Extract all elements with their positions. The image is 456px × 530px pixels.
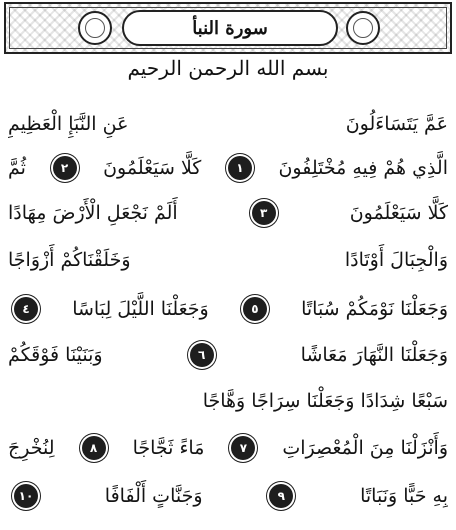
- verse-text: الَّذِي هُمْ فِيهِ مُخْتَلِفُونَ: [278, 157, 448, 179]
- verse-text: كَلَّا سَيَعْلَمُونَ: [349, 202, 448, 224]
- ayah-number-marker: ٧: [231, 436, 255, 460]
- verse-text: وَجَنَّاتٍ أَلْفَافًا: [104, 485, 203, 507]
- ayah-number-marker: ٣: [252, 201, 276, 225]
- ayah-number-marker: ١: [228, 156, 252, 180]
- verse-line: [8, 476, 448, 516]
- surah-title-cartouche: [122, 10, 338, 46]
- verse-text: سَبْعًا شِدَادًا وَجَعَلْنَا سِرَاجًا وَهَّاجًا: [202, 390, 448, 412]
- verse-line: [8, 289, 448, 329]
- basmala: بسم الله الرحمن الرحيم: [127, 56, 329, 80]
- ayah-number-marker: ٩: [269, 484, 293, 508]
- verse-text: عَنِ النَّبَإِ الْعَظِيمِ: [8, 113, 129, 135]
- verse-text: بِهِ حَبًّا وَنَبَاتًا: [360, 485, 448, 507]
- verse-text: وَجَعَلْنَا النَّهَارَ مَعَاشًا: [300, 344, 448, 366]
- ayah-number-marker: ١٠: [14, 484, 38, 508]
- ayah-number-marker: ٢: [53, 156, 77, 180]
- verse-text: لِنُخْرِجَ: [8, 437, 55, 459]
- surah-title: سورة النبأ: [192, 17, 268, 39]
- verse-text: وَخَلَقْنَاكُمْ أَزْوَاجًا: [8, 249, 131, 271]
- verse-text: أَلَمْ نَجْعَلِ الْأَرْضَ مِهَادًا: [8, 202, 178, 224]
- verse-line: [8, 193, 448, 233]
- verse-text: عَمَّ يَتَسَاءَلُونَ: [345, 113, 448, 135]
- verse-text: وَبَنَيْنَا فَوْقَكُمْ: [8, 344, 103, 366]
- verse-text: ثُمَّ: [8, 157, 26, 179]
- verse-text: وَجَعَلْنَا نَوْمَكُمْ سُبَاتًا: [301, 298, 448, 320]
- verse-line: [8, 104, 448, 144]
- ayah-number-marker: ٤: [14, 297, 38, 321]
- ayah-number-marker: ٨: [82, 436, 106, 460]
- verse-line: [8, 335, 448, 375]
- medallion-ornament-icon: [78, 11, 112, 45]
- ornamental-header: [4, 2, 452, 54]
- verse-text: وَأَنْزَلْنَا مِنَ الْمُعْصِرَاتِ: [282, 437, 448, 459]
- verse-line: [8, 148, 448, 188]
- verse-text: وَالْجِبَالَ أَوْتَادًا: [344, 249, 448, 271]
- medallion-ornament-icon: [346, 11, 380, 45]
- verse-line: [8, 240, 448, 280]
- verse-text: كَلَّا سَيَعْلَمُونَ: [103, 157, 202, 179]
- verse-line: [8, 381, 448, 421]
- ayah-number-marker: ٦: [190, 343, 214, 367]
- verse-line: [8, 428, 448, 468]
- ayah-number-marker: ٥: [243, 297, 267, 321]
- verse-text: وَجَعَلْنَا اللَّيْلَ لِبَاسًا: [72, 298, 209, 320]
- verse-text: مَاءً ثَجَّاجًا: [132, 437, 205, 459]
